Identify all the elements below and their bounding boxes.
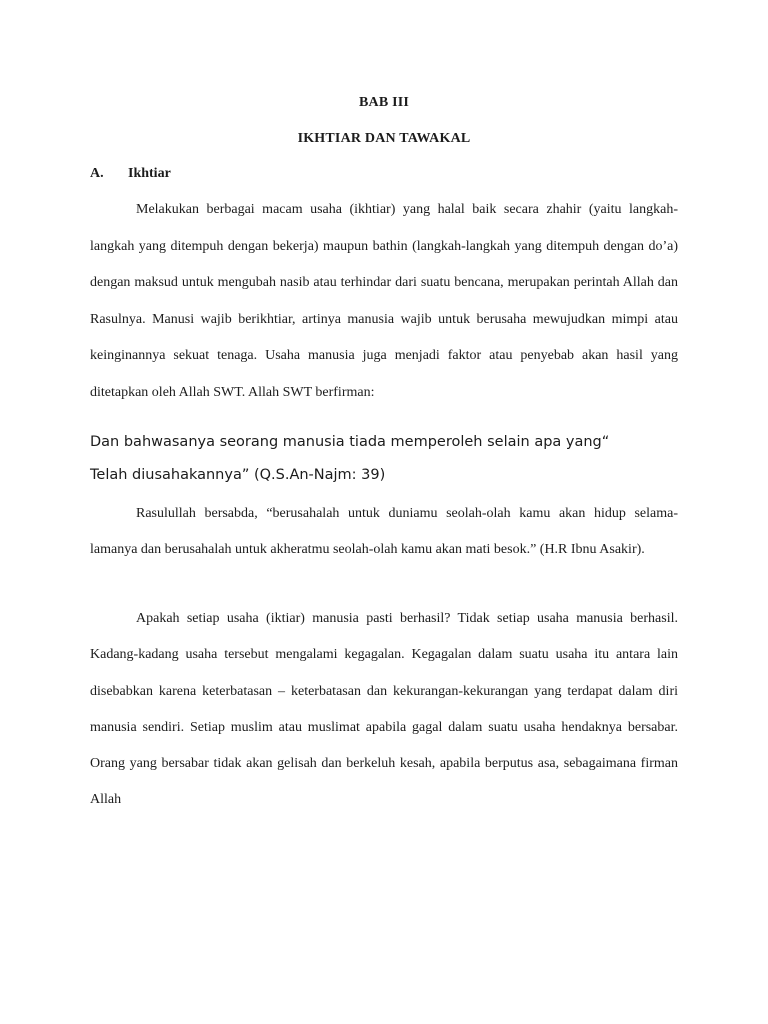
paragraph-hadith: Rasulullah bersabda, “berusahalah untuk duniamu seolah-olah kamu akan hidup selama-lamanya dan berusahalah untuk akheratmu seolah-olah kamu akan mati besok.” (H.R Ibnu Asakir).	[90, 506, 678, 558]
paragraph-ikhtiar-intro: Melakukan berbagai macam usaha (ikhtiar) yang halal baik secara zhahir (yaitu langkah-langkah yang ditempuh dengan bekerja) maupun bathin (langkah-langkah yang ditempuh dengan do’a) dengan maksud untuk mengubah nasib atau terhindar dari suatu bencana, merupakan perintah Allah dan Rasulnya. Manusi wajib berikhtiar, artinya manusia wajib untuk berusaha mewujudkan mimpi atau keinginannya sekuat tenaga. Usaha manusia juga menjadi faktor atau penyebab akan hasil yang ditetapkan oleh Allah SWT. Allah SWT berfirman:	[90, 202, 678, 400]
quran-quote-line-2: Telah diusahakannya” (Q.S.An-Najm: 39)	[90, 467, 386, 483]
section-letter: A.	[90, 166, 104, 181]
section-title: Ikhtiar	[128, 166, 171, 181]
chapter-title: IKHTIAR DAN TAWAKAL	[297, 131, 471, 146]
quran-quote-line-1: Dan bahwasanya seorang manusia tiada memperoleh selain apa yang“	[90, 434, 610, 450]
chapter-number: BAB III	[358, 95, 410, 110]
section-heading	[90, 166, 171, 182]
paragraph-kegagalan: Apakah setiap usaha (iktiar) manusia pasti berhasil? Tidak setiap usaha manusia berhasil. Kadang-kadang usaha tersebut mengalami kegagalan. Kegagalan dalam suatu usaha itu antara lain disebabkan karena keterbatasan – keterbatasan dan kekurangan-kekurangan yang terdapat dalam diri manusia sendiri. Setiap muslim atau muslimat apabila gagal dalam suatu usaha hendaknya bersabar. Orang yang bersabar tidak akan gelisah dan berkeluh kesah, apabila berputus asa, sebagaimana firman Allah	[90, 611, 678, 808]
